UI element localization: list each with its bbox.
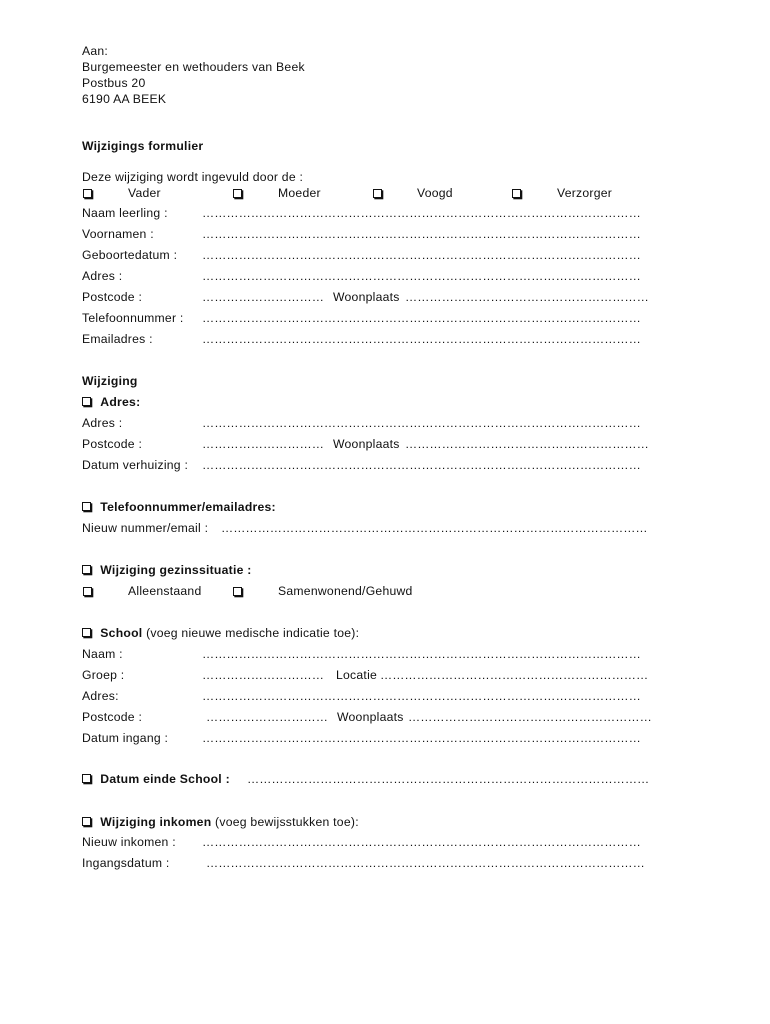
section-school bbox=[82, 626, 359, 641]
label-woonplaats: Woonplaats bbox=[333, 290, 400, 304]
checkbox-vader[interactable] bbox=[83, 189, 92, 198]
field-voornamen[interactable]: ……………………………………………………………………………………………… bbox=[202, 227, 641, 241]
section-telefoon bbox=[82, 500, 276, 515]
label-nieuw-nummer: Nieuw nummer/email : bbox=[82, 521, 209, 535]
checkbox-samenwonend[interactable] bbox=[233, 587, 242, 596]
field-datum-verhuizing[interactable]: ……………………………………………………………………………………………… bbox=[202, 458, 641, 472]
label-school-naam: Naam : bbox=[82, 647, 123, 661]
field-school-naam[interactable]: ……………………………………………………………………………………………… bbox=[202, 647, 641, 661]
label-emailadres: Emailadres : bbox=[82, 332, 153, 346]
heading-adres: Adres: bbox=[100, 395, 141, 409]
label-school-adres: Adres: bbox=[82, 689, 119, 703]
checkbox-moeder[interactable] bbox=[233, 189, 242, 198]
label-datum-ingang: Datum ingang : bbox=[82, 731, 169, 745]
heading-inkomen: Wijziging inkomen bbox=[100, 815, 212, 829]
section-gezinssituatie bbox=[82, 563, 252, 578]
checkbox-voogd[interactable] bbox=[373, 189, 382, 198]
section-einde-school bbox=[82, 772, 230, 787]
field-postcode[interactable]: ………………………… bbox=[202, 290, 324, 304]
field-einde-school[interactable]: ……………………………………………………………………………………… bbox=[247, 772, 650, 786]
checkbox-adres[interactable] bbox=[82, 397, 91, 406]
label-adres: Adres : bbox=[82, 269, 123, 283]
checkbox-school[interactable] bbox=[82, 628, 91, 637]
field-school-adres[interactable]: ……………………………………………………………………………………………… bbox=[202, 689, 641, 703]
label-telefoonnummer: Telefoonnummer : bbox=[82, 311, 184, 325]
label-postcode: Postcode : bbox=[82, 290, 143, 304]
inkomen-colon: : bbox=[355, 815, 359, 829]
label-school-postcode: Postcode : bbox=[82, 710, 143, 724]
field-emailadres[interactable]: ……………………………………………………………………………………………… bbox=[202, 332, 641, 346]
field-nieuw-nummer[interactable]: …………………………………………………………………………………………… bbox=[221, 521, 648, 535]
heading-gezinssituatie: Wijziging gezinssituatie : bbox=[100, 563, 252, 577]
field-nieuw-postcode[interactable]: ………………………… bbox=[202, 437, 324, 451]
option-voogd: Voogd bbox=[417, 186, 453, 200]
address-name: Burgemeester en wethouders van Beek bbox=[82, 60, 305, 74]
field-woonplaats[interactable]: …………………………………………………… bbox=[405, 290, 649, 304]
school-note: (voeg nieuwe medische indicatie toe) bbox=[146, 626, 356, 640]
field-adres[interactable]: ……………………………………………………………………………………………… bbox=[202, 269, 641, 283]
field-nieuw-woonplaats[interactable]: …………………………………………………… bbox=[405, 437, 649, 451]
section-inkomen bbox=[82, 815, 359, 830]
address-city: 6190 AA BEEK bbox=[82, 92, 167, 106]
checkbox-verzorger[interactable] bbox=[512, 189, 521, 198]
field-school-postcode[interactable]: ………………………… bbox=[206, 710, 328, 724]
label-ingangsdatum: Ingangsdatum : bbox=[82, 856, 170, 870]
form-title: Wijzigings formulier bbox=[82, 139, 204, 153]
checkbox-einde-school[interactable] bbox=[82, 774, 91, 783]
label-school-woonplaats: Woonplaats bbox=[337, 710, 404, 724]
label-nieuw-inkomen: Nieuw inkomen : bbox=[82, 835, 176, 849]
checkbox-alleenstaand[interactable] bbox=[83, 587, 92, 596]
field-naam-leerling[interactable]: ……………………………………………………………………………………………… bbox=[202, 206, 641, 220]
checkbox-inkomen[interactable] bbox=[82, 817, 91, 826]
heading-einde-school: Datum einde School : bbox=[100, 772, 230, 786]
field-groep[interactable]: ………………………… bbox=[202, 668, 324, 682]
school-colon: : bbox=[355, 626, 360, 640]
option-vader: Vader bbox=[128, 186, 161, 200]
address-aan: Aan: bbox=[82, 44, 109, 58]
label-nieuw-adres: Adres : bbox=[82, 416, 123, 430]
address-postbus: Postbus 20 bbox=[82, 76, 146, 90]
field-geboortedatum[interactable]: ……………………………………………………………………………………………… bbox=[202, 248, 641, 262]
section-adres bbox=[82, 395, 140, 410]
label-locatie: Locatie bbox=[336, 668, 378, 682]
label-naam-leerling: Naam leerling : bbox=[82, 206, 168, 220]
field-datum-ingang[interactable]: ……………………………………………………………………………………………… bbox=[202, 731, 641, 745]
filled-by-label: Deze wijziging wordt ingevuld door de : bbox=[82, 170, 304, 184]
option-alleenstaand: Alleenstaand bbox=[128, 584, 202, 598]
label-nieuw-postcode: Postcode : bbox=[82, 437, 143, 451]
field-nieuw-adres[interactable]: ……………………………………………………………………………………………… bbox=[202, 416, 641, 430]
field-ingangsdatum[interactable]: ……………………………………………………………………………………………… bbox=[206, 856, 645, 870]
option-samenwonend: Samenwonend/Gehuwd bbox=[278, 584, 413, 598]
field-telefoonnummer[interactable]: ……………………………………………………………………………………………… bbox=[202, 311, 641, 325]
field-school-woonplaats[interactable]: …………………………………………………… bbox=[408, 710, 652, 724]
label-nieuw-woonplaats: Woonplaats bbox=[333, 437, 400, 451]
heading-wijziging: Wijziging bbox=[82, 374, 138, 388]
field-locatie[interactable]: ………………………………………………………… bbox=[380, 668, 649, 682]
heading-school: School bbox=[100, 626, 143, 640]
label-voornamen: Voornamen : bbox=[82, 227, 154, 241]
label-groep: Groep : bbox=[82, 668, 125, 682]
checkbox-telefoon[interactable] bbox=[82, 502, 91, 511]
field-nieuw-inkomen[interactable]: ……………………………………………………………………………………………… bbox=[202, 835, 641, 849]
option-verzorger: Verzorger bbox=[557, 186, 613, 200]
checkbox-gezinssituatie[interactable] bbox=[82, 565, 91, 574]
label-datum-verhuizing: Datum verhuizing : bbox=[82, 458, 189, 472]
label-geboortedatum: Geboortedatum : bbox=[82, 248, 178, 262]
heading-telefoon: Telefoonnummer/emailadres: bbox=[100, 500, 276, 514]
option-moeder: Moeder bbox=[278, 186, 321, 200]
inkomen-note: (voeg bewijsstukken toe) bbox=[215, 815, 356, 829]
